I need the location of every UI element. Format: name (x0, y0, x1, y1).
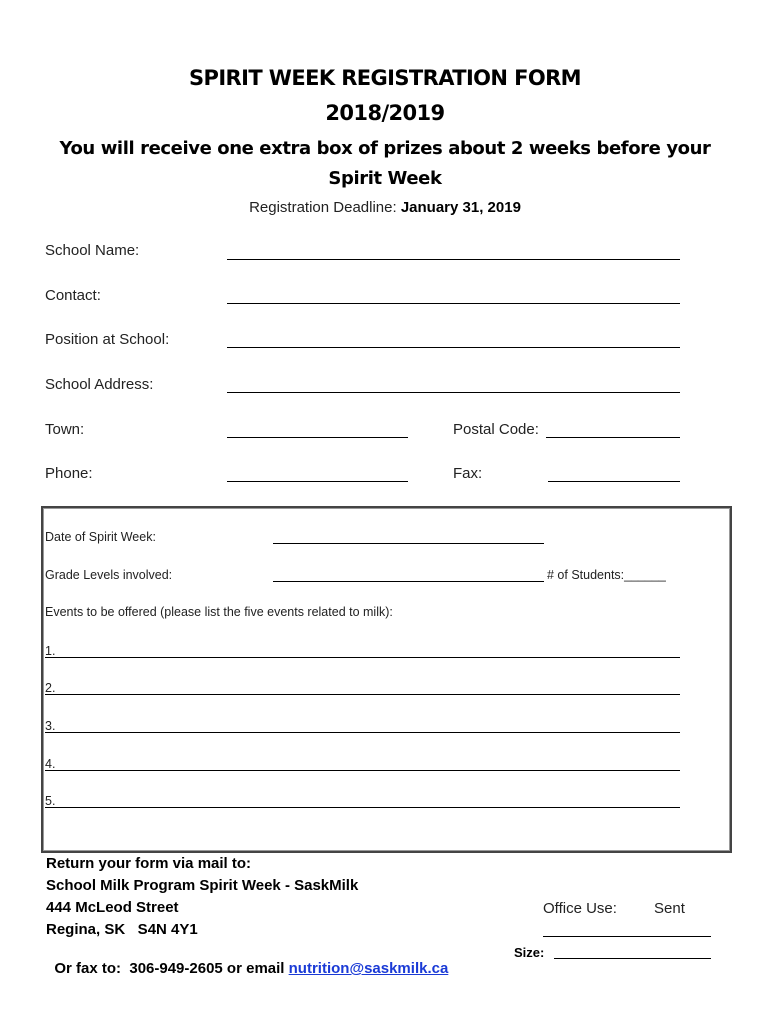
town-label: Town: (45, 421, 85, 438)
fax-number-text: Or fax to: 306-949-2605 or email (54, 960, 289, 977)
registration-deadline (0, 199, 770, 216)
form-subtitle-line2: Spirit Week (328, 168, 442, 189)
fax-label: Fax: (453, 465, 483, 482)
office-size-label: Size: (514, 945, 545, 960)
position-label: Position at School: (45, 331, 170, 348)
event-2-field[interactable] (45, 694, 680, 695)
address-field[interactable] (227, 392, 680, 393)
mailing-city: Regina, SK S4N 4Y1 (46, 921, 198, 938)
event-5-field[interactable] (45, 807, 680, 808)
deadline-value: January 31, 2019 (400, 199, 521, 216)
contact-label: Contact: (45, 287, 101, 304)
postal-code-label: Postal Code: (453, 421, 539, 438)
grade-levels-label: Grade Levels involved: (45, 568, 173, 582)
return-instructions: Return your form via mail to: (46, 855, 252, 872)
office-sent-label: Sent (654, 900, 685, 917)
date-of-spirit-week-field[interactable] (273, 543, 544, 544)
email-link[interactable]: nutrition@saskmilk.ca (288, 960, 449, 977)
fax-field[interactable] (548, 481, 680, 482)
school-name-field[interactable] (227, 259, 680, 260)
number-of-students-field[interactable]: # of Students:______ (547, 568, 666, 582)
deadline-label: Registration Deadline: (249, 199, 397, 216)
event-number-3: 3. (45, 719, 56, 733)
event-1-field[interactable] (45, 657, 680, 658)
mailing-street: 444 McLeod Street (46, 899, 179, 916)
town-field[interactable] (227, 437, 408, 438)
form-title: SPIRIT WEEK REGISTRATION FORM (189, 66, 581, 90)
office-size-field[interactable] (554, 958, 711, 959)
event-number-2: 2. (45, 681, 56, 695)
event-number-4: 4. (45, 757, 56, 771)
events-label: Events to be offered (please list the five events related to milk): (45, 605, 393, 619)
event-number-5: 5. (45, 794, 56, 808)
office-use-label: Office Use: (543, 900, 617, 917)
event-number-1: 1. (45, 644, 56, 658)
form-subtitle-line1: You will receive one extra box of prizes about 2 weeks before your (59, 138, 711, 159)
spirit-week-details-box (41, 506, 732, 853)
address-label: School Address: (45, 376, 154, 393)
contact-field[interactable] (227, 303, 680, 304)
phone-field[interactable] (227, 481, 408, 482)
phone-label: Phone: (45, 465, 93, 482)
mailing-organization: School Milk Program Spirit Week - SaskMilk (46, 877, 359, 894)
position-field[interactable] (227, 347, 680, 348)
school-name-label: School Name: (45, 242, 140, 259)
fax-email-line (46, 943, 448, 977)
postal-code-field[interactable] (546, 437, 680, 438)
date-of-spirit-week-label: Date of Spirit Week: (45, 530, 156, 544)
event-4-field[interactable] (45, 770, 680, 771)
grade-levels-field[interactable] (273, 581, 544, 582)
event-3-field[interactable] (45, 732, 680, 733)
form-year: 2018/2019 (325, 101, 445, 125)
office-sent-field[interactable] (543, 936, 711, 937)
